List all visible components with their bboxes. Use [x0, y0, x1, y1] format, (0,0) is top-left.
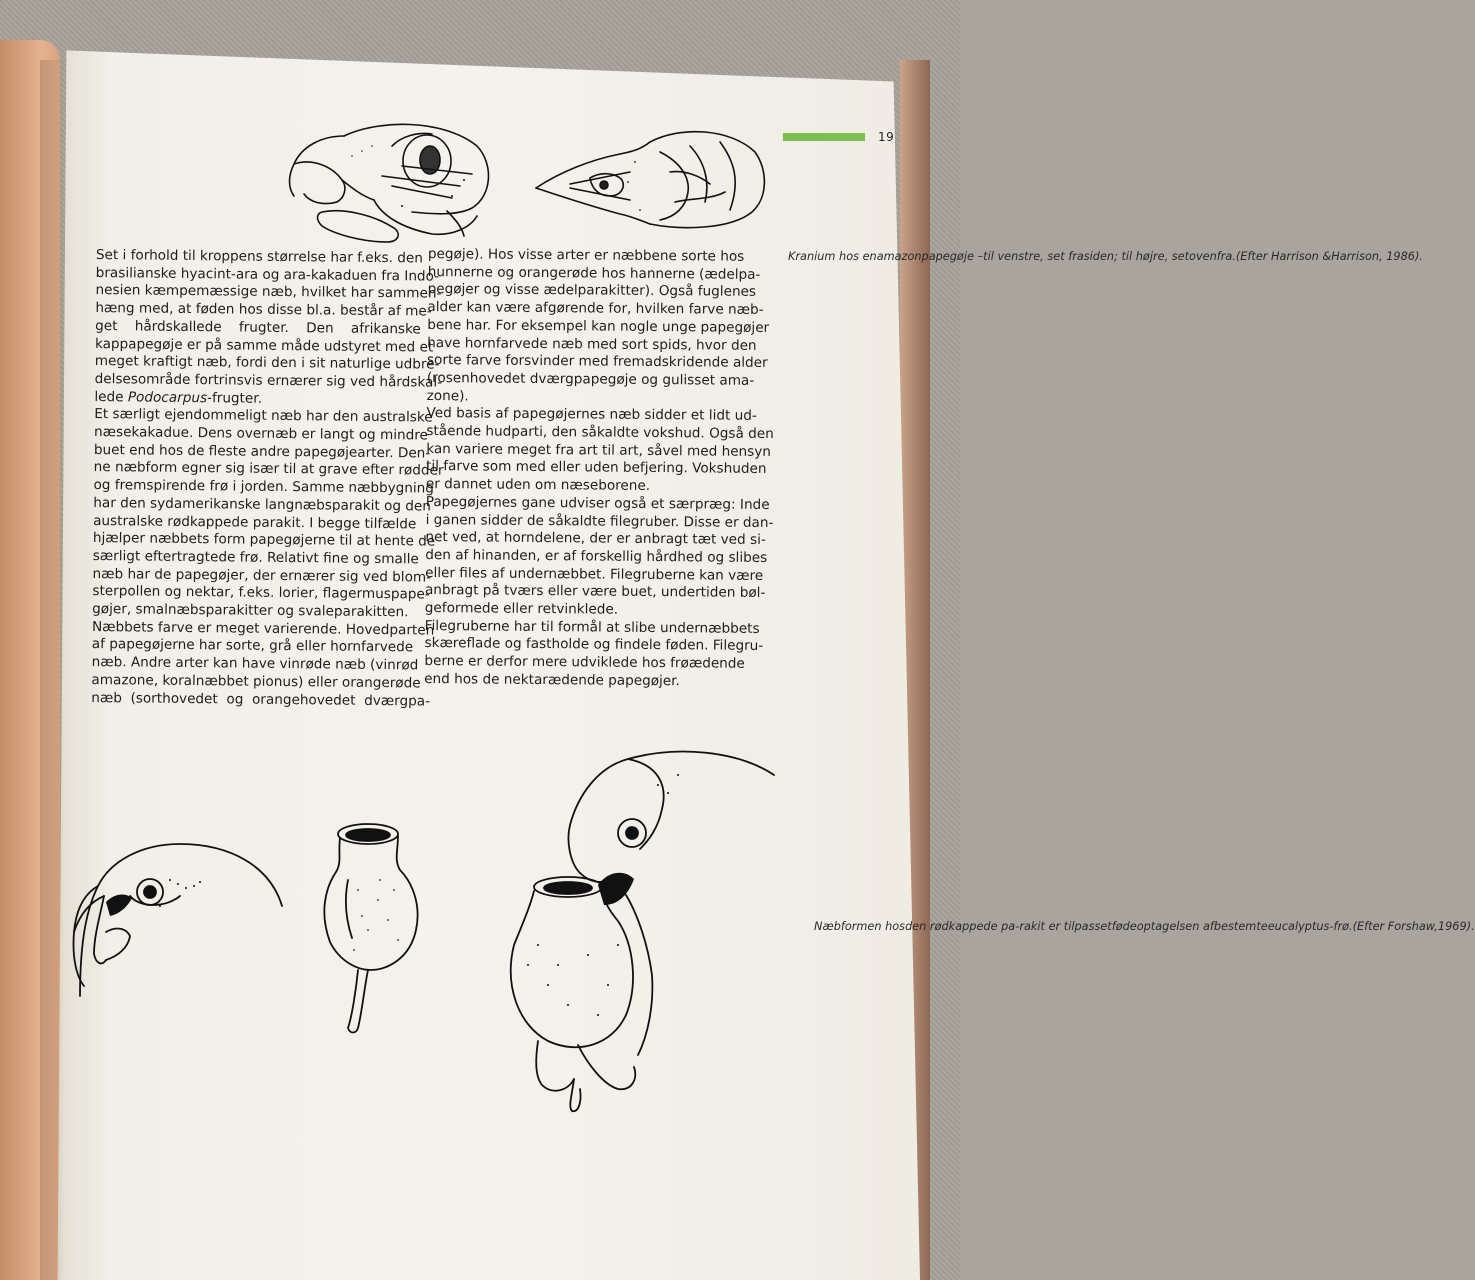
body-text-line: nesien kæmpemæssige næb, hvilket har sammen- — [95, 282, 442, 303]
body-text-line: have hornfarvede næb med sort spids, hvor den — [427, 334, 757, 354]
body-text-line: alder kan være afgørende for, hvilken farve næb- — [427, 299, 764, 319]
caption-line: bestemte — [1213, 920, 1268, 933]
caption-line: den rødkappede pa- — [905, 920, 1020, 933]
accent-bar — [783, 133, 865, 141]
body-text-line: end hos de nektarædende papegøjer. — [424, 670, 680, 690]
body-text-line: hjælper næbbets form papegøjerne til at hente de — [92, 530, 436, 550]
body-text-line: meget kraftigt næb, fordi den i sit naturlige udbre- — [94, 353, 440, 373]
caption-line: fødeoptagelsen af — [1111, 920, 1214, 933]
body-text-line: pegøjer og visse ædelparakitter). Også fuglenes — [427, 281, 757, 301]
body-text-line: brasilianske hyacint-ara og ara-kakaduen fra Indo- — [95, 264, 440, 285]
body-text-line: næb (sorthovedet og orangehovedet dværgpa- — [91, 689, 431, 710]
body-text-line: zone). — [426, 387, 469, 404]
body-column-left — [91, 247, 446, 711]
body-column-right — [424, 246, 776, 692]
body-text-line: Set i forhold til kroppens størrelse har f.eks. den — [95, 247, 423, 267]
caption-line: Harrison, 1986). — [1331, 250, 1423, 263]
parakeet-head-illustration — [70, 836, 290, 996]
body-text-line: sorte farve forsvinder med fremadskridende alder — [426, 352, 768, 372]
body-text-line: berne er derfor mere udviklede hos frøædende — [424, 653, 745, 672]
body-text-line: ne næbform egner sig især til at grave efter rødder — [93, 459, 444, 480]
body-text-line: i ganen sidder de såkaldte filegruber. Disse er dan- — [425, 511, 774, 531]
body-text-line: australske rødkappede parakit. I begge tilfælde — [93, 512, 417, 532]
body-text-line: skæreflade og fastholde og findele føden. Filegru- — [424, 635, 764, 655]
caption-line: rakit er tilpasset — [1019, 920, 1112, 933]
body-text-line: den af hinanden, er af forskellig hårdhed og slibes — [425, 546, 768, 566]
body-text-line: Filegruberne har til formål at slibe undernæbbets — [424, 617, 760, 637]
page-number: 19 — [878, 130, 895, 144]
caption-line: amazonpapegøje – — [876, 250, 984, 263]
body-text-line: anbragt på tværs eller være buet, undertiden bøl- — [424, 582, 766, 602]
body-text-line: kappapegøje er på samme måde udstyret med et — [94, 335, 434, 356]
body-text-line: delsesområde fortrinsvis ernærer sig ved hårdskal- — [94, 370, 443, 391]
parakeet-feeding-illustration — [508, 745, 778, 1115]
body-text-line: næb har de papegøjer, der ernærer sig ved blom- — [92, 565, 432, 586]
body-text-line: stående hudparti, den såkaldte vokshud. Også den — [426, 423, 774, 443]
seed-pod-illustration — [318, 820, 428, 1040]
caption-line: 1969). — [1437, 920, 1475, 933]
caption-line: siden; til højre, set — [1083, 250, 1190, 263]
body-text-line: bene har. For eksempel kan nogle unge papegøjer — [427, 316, 770, 336]
body-text-line: lede Podocarpus-frugter. — [94, 388, 263, 407]
caption-line: ovenfra. — [1189, 250, 1236, 263]
body-text-line: get hårdskallede frugter. Den afrikanske — [95, 317, 421, 338]
body-text-line: og fremspirende frø i jorden. Samme næbbygning — [93, 477, 435, 497]
caption-line: Næbformen hos — [814, 920, 906, 933]
body-text-line: har den sydamerikanske langnæbsparakit og den — [93, 494, 432, 515]
caption-skull — [788, 250, 1423, 264]
caption-line: eucalyptus-frø. — [1267, 920, 1353, 933]
body-text-line: (rosenhovedet dværgpapegøje og gulisset ama- — [426, 369, 755, 389]
caption-line: til venstre, set fra — [983, 250, 1084, 263]
body-text-line: sterpollen og nektar, f.eks. lorier, flagermuspape- — [92, 583, 430, 603]
body-text-line: net ved, at horndelene, der er anbragt tæt ved si- — [425, 529, 766, 549]
page-gutter-shadow — [40, 60, 64, 1280]
italic-term: Podocarpus — [127, 388, 208, 406]
body-text-line: Papegøjernes gane udviser også et særpræg: Inde — [425, 493, 770, 513]
body-text-line: pegøje). Hos visse arter er næbbene sorte hos — [427, 246, 745, 265]
caption-line: Kranium hos en — [788, 250, 877, 263]
body-text-line: næsekakadue. Dens overnæb er langt og mindre — [93, 424, 429, 444]
body-text-line: Et særligt ejendommeligt næb har den australske — [94, 406, 433, 426]
body-text-line: næb. Andre arter kan have vinrøde næb (vinrød — [91, 654, 419, 674]
body-text-line: amazone, koralnæbbet pionus) eller orangerøde — [91, 671, 421, 692]
body-text-line: geformede eller retvinklede. — [424, 600, 619, 618]
skull-top-illustration — [530, 122, 770, 232]
body-text-line: hunnerne og orangerøde hos hannerne (ædelpa- — [427, 263, 761, 283]
caption-line: (Efter Forshaw, — [1352, 920, 1438, 933]
body-text-line: gøjer, smalnæbsparakitter og svaleparakitten. — [92, 601, 409, 621]
body-text-line: Næbbets farve er meget varierende. Hovedparten — [91, 618, 435, 639]
body-text-line: af papegøjerne har sorte, grå eller hornfarvede — [91, 636, 414, 656]
skull-side-illustration — [282, 116, 502, 246]
body-text-line: Ved basis af papegøjernes næb sidder et lidt ud- — [426, 405, 757, 425]
body-text-line: hæng med, at føden hos disse bl.a. består af me- — [95, 300, 432, 320]
body-text-line: til farve som med eller uden befjering. Vokshuden — [426, 458, 767, 478]
body-text-line: er dannet uden om næseborene. — [425, 476, 651, 495]
body-text-line: særligt eftertragtede frø. Relativt fine og smalle — [92, 547, 419, 568]
caption-parakeet — [814, 920, 1475, 934]
caption-line: (Efter Harrison & — [1235, 250, 1332, 263]
body-text-line: buet end hos de fleste andre papegøjearter. Den- — [93, 441, 431, 462]
body-text-line: kan variere meget fra art til art, såvel med hensyn — [426, 440, 772, 460]
body-text-line: eller files af undernæbbet. Filegruberne kan være — [425, 564, 764, 584]
